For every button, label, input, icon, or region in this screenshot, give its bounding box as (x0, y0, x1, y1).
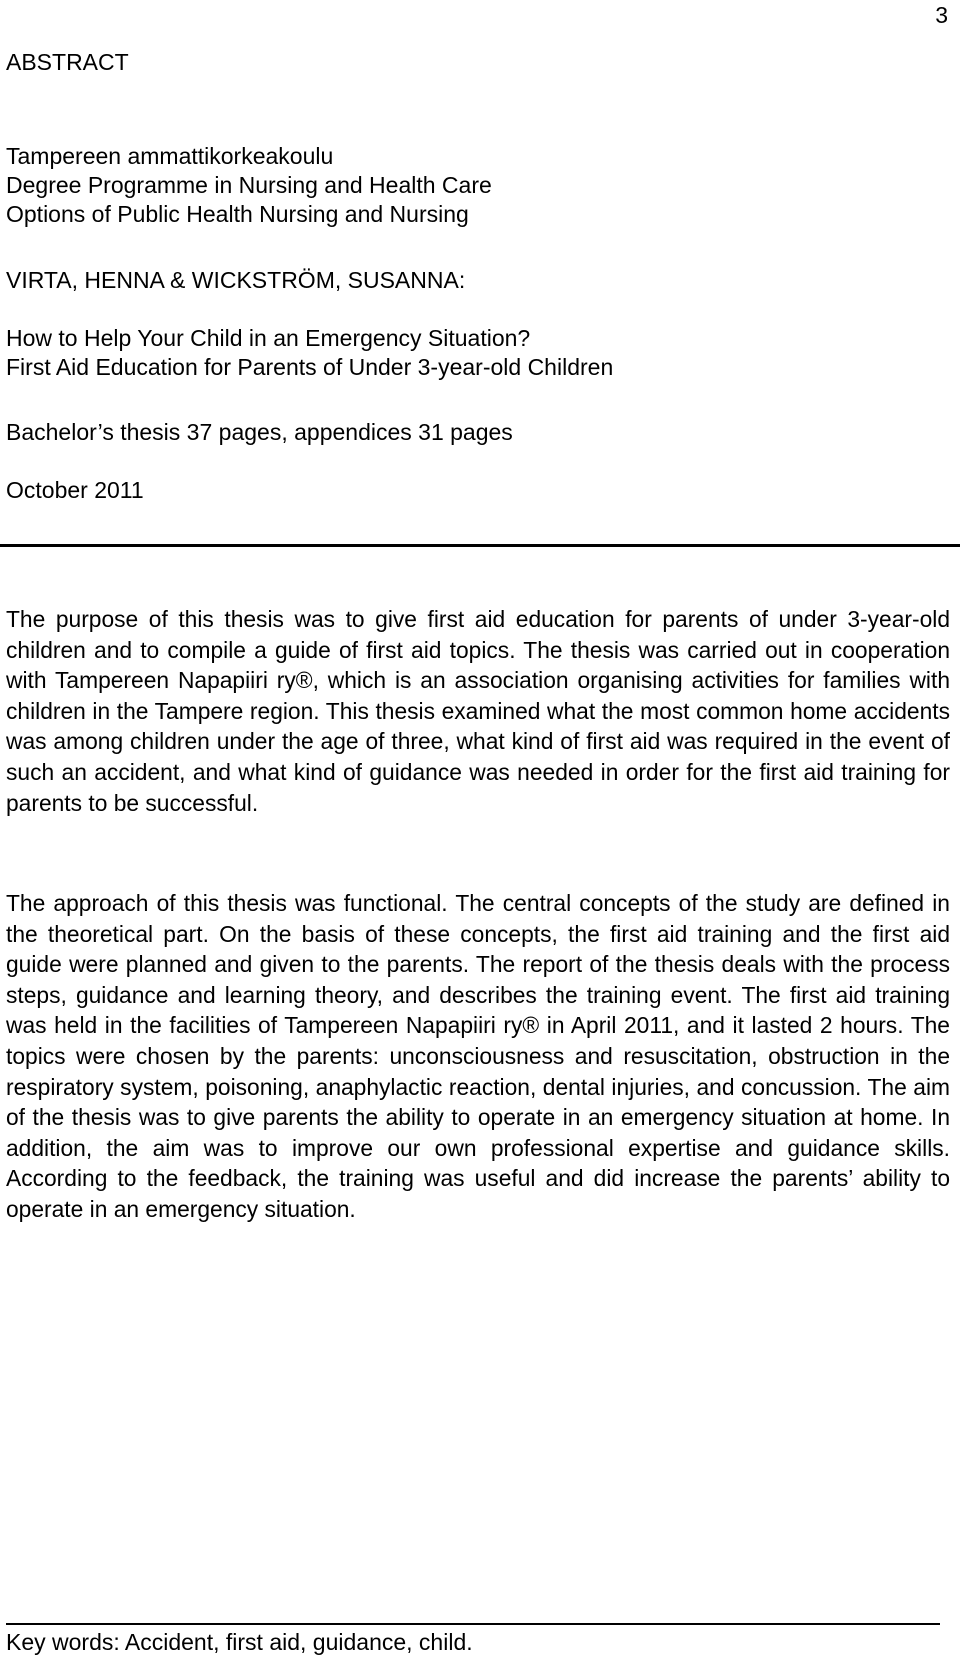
institution-name: Tampereen ammattikorkeakoulu (6, 143, 334, 169)
programme-options: Options of Public Health Nursing and Nursing (6, 201, 469, 227)
page-number: 3 (935, 2, 948, 28)
institution-block (6, 142, 936, 229)
abstract-paragraph-2: The approach of this thesis was functional. The central concepts of the study are defined in the theoretical part. On the basis of these concepts, the first aid training and the first aid guide were planned and given to the parents. The report of the thesis deals with the process steps, guidance and learning theory, and describes the training event. The first aid training was held in the facilities of Tampereen Napapiiri ry® in April 2011, and it lasted 2 hours. The topics were chosen by the parents: unconsciousness and resuscitation, obstruction in the respiratory system, poisoning, anaphylactic reaction, dental injuries, and concussion. The aim of the thesis was to give parents the ability to operate in an emergency situation at home. In addition, the aim was to improve our own professional expertise and guidance skills. According to the feedback, the training was useful and did increase the parents’ ability to operate in an emergency situation. (6, 890, 950, 1222)
thesis-extent: Bachelor’s thesis 37 pages, appendices 31 pages (6, 419, 513, 445)
degree-programme: Degree Programme in Nursing and Health Care (6, 172, 492, 198)
thesis-date: October 2011 (6, 477, 144, 503)
thesis-title (6, 324, 936, 382)
bottom-divider (6, 1623, 940, 1625)
top-divider (0, 544, 960, 547)
thesis-title-line-1: How to Help Your Child in an Emergency Situation? (6, 325, 531, 351)
abstract-heading: ABSTRACT (6, 49, 129, 75)
keywords: Key words: Accident, first aid, guidance, child. (6, 1629, 473, 1655)
authors: VIRTA, HENNA & WICKSTRÖM, SUSANNA: (6, 267, 466, 293)
abstract-paragraph-1: The purpose of this thesis was to give first aid education for parents of under 3-year-old children and to compile a guide of first aid topics. The thesis was carried out in cooperation with Tampereen Napapiiri ry®, which is an association organising activities for families with children in the Tampere region. This thesis examined what the most common home accidents was among children under the age of three, what kind of first aid was required in the event of such an accident, and what kind of guidance was needed in order for the first aid training for parents to be successful. (6, 606, 950, 816)
thesis-title-line-2: First Aid Education for Parents of Under 3-year-old Children (6, 354, 614, 380)
